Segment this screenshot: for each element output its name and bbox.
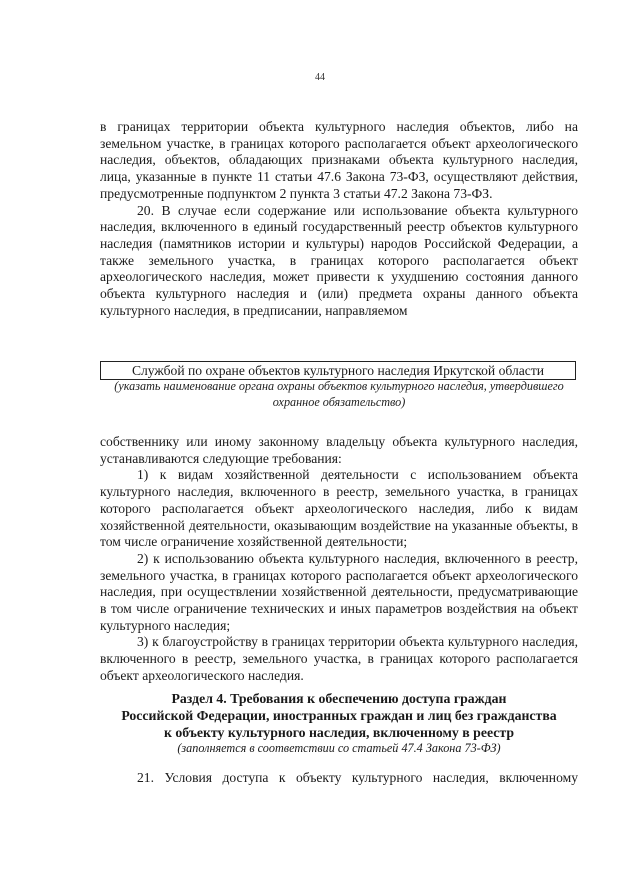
section-heading-line-1: Раздел 4. Требования к обеспечению доступа граждан <box>171 691 507 706</box>
paragraph-continuation: в границах территории объекта культурного наследия объектов, либо на земельном участке, в границах которого располагается объект археологического наследия, объектов, обладающих признаками объекта культурного наследия, лица, указанные в пункте 11 статьи 47.6 Закона 73-ФЗ, осуществляют действия, предусмотренные подпунктом 2 пункта 3 статьи 47.2 Закона 73-ФЗ. <box>100 119 578 201</box>
page-number: 44 <box>315 72 325 83</box>
top-text-block <box>100 119 578 319</box>
paragraph-20: 20. В случае если содержание или использование объекта культурного наследия, включенного в единый государственный реестр объектов культурного наследия (памятников истории и культуры) народов Российской Федерации, а также земельного участка, в границах которого располагается объект археологического наследия, может привести к ухудшению состояния данного объекта культурного наследия и (или) предмета охраны данного объекта культурного наследия, в предписании, направляемом <box>100 202 578 318</box>
requirement-item-3: 3) к благоустройству в границах территории объекта культурного наследия, включенного в реестр, земельного участка, в границах которого располагается объект археологического наследия. <box>100 634 578 683</box>
requirement-item-1: 1) к видам хозяйственной деятельности с использованием объекта культурного наследия, включенного в реестр, земельного участка, в границах которого располагается объект археологического наследия, либо к видам хозяйственной деятельности, оказывающим воздействие на указанные объекты, в том числе ограничение хозяйственной деятельности; <box>100 467 578 550</box>
section-4-note: (заполняется в соответствии со статьей 47.4 Закона 73-ФЗ) <box>177 741 501 755</box>
section-4-heading <box>96 690 582 741</box>
requirement-item-2: 2) к использованию объекта культурного наследия, включенного в реестр, земельного участка, в границах которого располагается объект археологического наследия, при осуществлении хозяйственной деятельности, предусматривающие в том числе ограничение технических и иных параметров воздействия на объект культурного наследия; <box>100 550 578 633</box>
requirements-block <box>100 434 578 685</box>
authority-field-note: (указать наименование органа охраны объектов культурного наследия, утвердившего охранное обязательство) <box>114 379 564 409</box>
section-heading-line-2: Российской Федерации, иностранных граждан и лиц без гражданства <box>121 708 557 723</box>
requirements-intro: собственнику или иному законному владельцу объекта культурного наследия, устанавливаются следующие требования: <box>100 434 578 466</box>
authority-name-field: Службой по охране объектов культурного наследия Иркутской области <box>100 361 576 380</box>
paragraph-21-start: 21. Условия доступа к объекту культурного наследия, включенному <box>137 770 578 785</box>
section-heading-line-3: к объекту культурного наследия, включенному в реестр <box>163 725 515 740</box>
